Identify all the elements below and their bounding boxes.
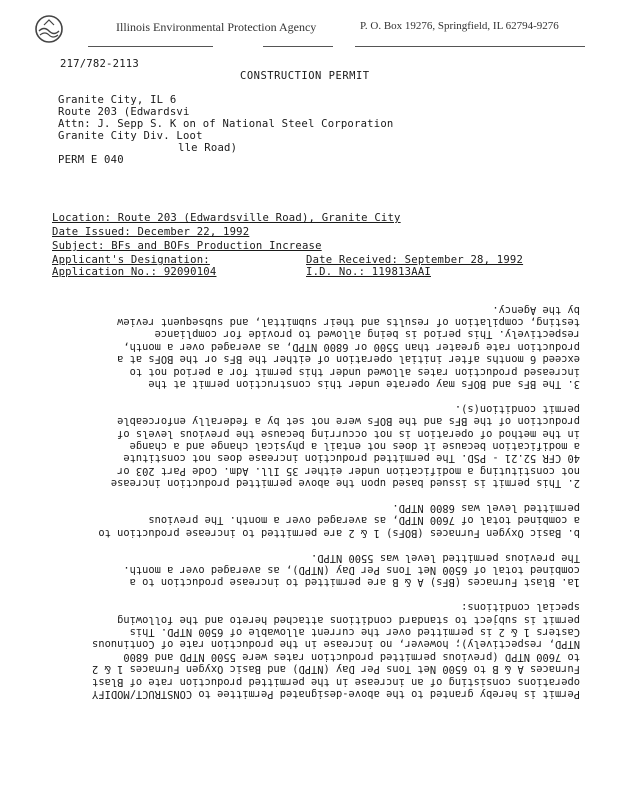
agency-name: Illinois Environmental Protection Agency xyxy=(116,20,317,34)
agency-address: P. O. Box 19276, Springfield, IL 62794-9276 xyxy=(360,20,559,32)
subject-field: Subject: BFs and BOFs Production Increase xyxy=(52,240,322,252)
letterhead-rule-mid xyxy=(263,46,333,47)
body-line: Furnaces A & B to 6500 Net Tons Per Day (NTPD) and Basic Oxygen Furnaces 1 & 2 xyxy=(92,663,580,676)
date-received-field: Date Received: September 28, 1992 xyxy=(306,254,524,266)
permit-body-inverted xyxy=(40,300,580,700)
body-line: combined total of 6500 Net Tons Per Day (NTPD), as averaged over a month. xyxy=(123,564,580,576)
applicant-designation-field: Applicant's Designation: xyxy=(52,254,210,266)
addressee-line-4: Granite City Div. Loot xyxy=(58,130,203,142)
body-line: production rate greater than 5500 or 6800 NTPD, as averaged over a month, xyxy=(123,340,580,353)
body-line: respectively. This period is being allowed to provide for compliance xyxy=(154,328,580,341)
body-line: b. Basic Oxygen Furnaces (BOFs) 1 & 2 are permitted to increase production to xyxy=(98,526,580,539)
addressee-line-3: Attn: J. Sepp S. K on of National Steel Corporation xyxy=(58,118,394,130)
body-line: Permit is hereby granted to the above-designated Permittee to CONSTRUCT/MODIFY xyxy=(92,688,580,700)
permit-line: PERM E 040 xyxy=(58,154,124,166)
application-number-field: Application No.: 92090104 xyxy=(52,266,217,278)
phone-number: 217/782-2113 xyxy=(60,58,139,70)
body-line: Casters 1 & 2 is permitted over the current allowable of 6500 NTPD. This xyxy=(129,626,580,638)
body-line: a modification because it does not entail a physical change and a change xyxy=(129,440,580,452)
addressee-line-5: lle Road) xyxy=(178,142,238,154)
agency-logo-icon xyxy=(34,14,64,44)
body-line: permit is subject to standard conditions attached hereto and the following xyxy=(117,613,580,626)
body-line: NTPD, respectively); however, no increase in the production rate of Continuous xyxy=(92,638,580,651)
letterhead xyxy=(30,14,590,48)
body-line: The previous permitted level was 5500 NTPD. xyxy=(311,551,580,564)
body-line: by the Agency. xyxy=(492,303,580,316)
location-field: Location: Route 203 (Edwardsville Road), Granite City xyxy=(52,212,401,224)
letterhead-rule-right xyxy=(355,46,585,47)
body-line: 3. The BFs and BOFs may operate under this construction permit at the xyxy=(148,378,580,390)
document-title: CONSTRUCTION PERMIT xyxy=(240,70,370,82)
letterhead-rule-left xyxy=(88,46,213,47)
body-line: production of the BFs and the BOFs were not set by a federally enforceable xyxy=(117,415,580,428)
date-issued-field: Date Issued: December 22, 1992 xyxy=(52,226,250,238)
body-line: 1a. Blast Furnaces (BFs) A & B are permitted to increase production to a xyxy=(129,576,580,589)
body-line: testing, compilation of results and their submittal, and subsequent review xyxy=(117,316,580,328)
body-line: to 7600 NTPD (previous permitted production rates were 5500 NTPD and 6800 xyxy=(123,650,580,663)
body-line: not constituting a modification under either 35 Ill. Adm. Code Part 203 or xyxy=(117,464,580,477)
body-line: operations consisting of an increase in the permitted production rate of Blast xyxy=(92,675,580,688)
body-line: 2. This permit is issued based upon the above permitted production increase xyxy=(110,477,580,490)
body-line: increased production rates allowed under this permit for a period not to xyxy=(129,365,580,378)
addressee-line-2: Route 203 (Edwardsvi xyxy=(58,106,190,118)
body-line: exceed 6 months after initial operation of either the BFs or the BOFs at a xyxy=(117,353,580,366)
body-line: special conditions: xyxy=(461,601,580,614)
body-line: a combined total of 7600 NTPD, as averaged over a month. The previous xyxy=(148,514,580,527)
body-line: in the method of operation is not occurring because the previous levels of xyxy=(117,427,580,440)
body-line: permitted level was 6800 NTPD. xyxy=(392,502,580,514)
body-line: 40 CFR 52.21 - PSD. The permitted production increase does not constitute xyxy=(123,452,580,465)
body-line: permit condition(s). xyxy=(454,402,580,415)
addressee-line-1: Granite City, IL 6 xyxy=(58,94,177,106)
id-number-field: I.D. No.: 119813AAI xyxy=(306,266,431,278)
